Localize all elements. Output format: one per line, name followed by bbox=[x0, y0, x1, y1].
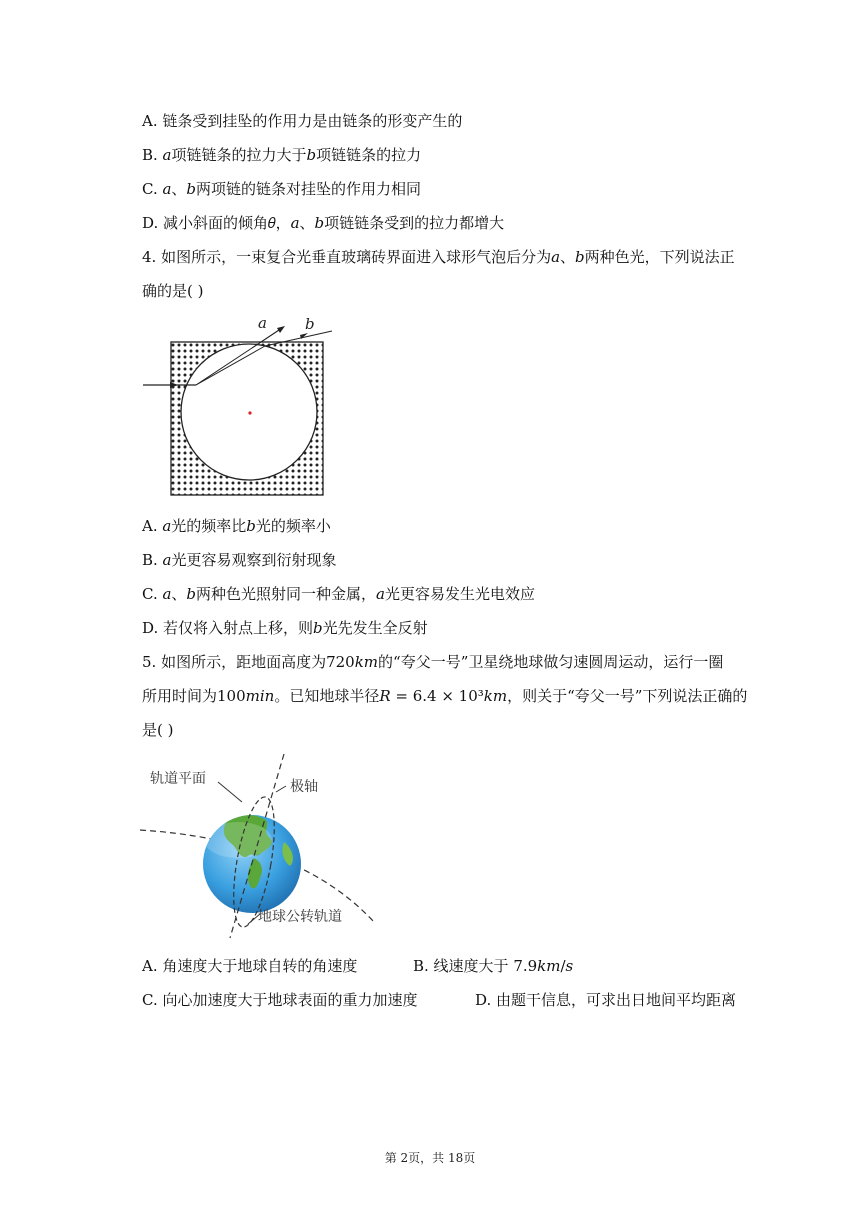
q4-stem-line1: 4. 如图所示，一束复合光垂直玻璃砖界面进入球形气泡后分为𝑎、𝑏两种色光，下列说法正 bbox=[142, 248, 735, 266]
label-polar-axis: 极轴 bbox=[290, 779, 318, 795]
ray-a-arrow bbox=[277, 326, 285, 333]
q3-option-d: D. 减小斜面的倾角𝜃，𝑎、𝑏项链链条受到的拉力都增大 bbox=[142, 214, 505, 232]
q4-figure bbox=[140, 312, 340, 502]
q4-option-d: D. 若仅将入射点上移，则𝑏光先发生全反射 bbox=[142, 619, 428, 637]
q4-stem-line2: 确的是( ) bbox=[142, 282, 204, 300]
earth-diagram bbox=[138, 752, 378, 942]
ray-b-arrow bbox=[300, 333, 308, 339]
q5-option-a: A. 角速度大于地球自转的角速度 bbox=[142, 957, 358, 975]
orbit-plane-leader bbox=[218, 782, 242, 802]
center-dot bbox=[248, 411, 251, 414]
q5-option-c: C. 向心加速度大于地球表面的重力加速度 bbox=[142, 991, 418, 1009]
page-footer: 第 2页，共 18页 bbox=[384, 1151, 476, 1165]
q4-option-c: C. 𝑎、𝑏两种色光照射同一种金属，𝑎光更容易发生光电效应 bbox=[142, 585, 535, 603]
q5-stem-line2: 所用时间为100𝑚𝑖𝑛。已知地球半径𝑅 = 6.4 × 10³𝑘𝑚，则关于“夸父一号”下列说法正确的 bbox=[142, 687, 748, 705]
q5-figure bbox=[138, 752, 378, 942]
q5-option-d: D. 由题干信息，可求出日地间平均距离 bbox=[475, 991, 737, 1009]
polar-axis-leader bbox=[276, 786, 286, 792]
q3-option-b: B. 𝑎项链链条的拉力大于𝑏项链链条的拉力 bbox=[142, 146, 422, 164]
q5-stem-line1: 5. 如图所示，距地面高度为720𝑘𝑚的“夸父一号”卫星绕地球做匀速圆周运动，运行一圈 bbox=[142, 653, 724, 671]
label-b: b bbox=[305, 315, 315, 333]
q3-option-a: A. 链条受到挂坠的作用力是由链条的形变产生的 bbox=[142, 112, 463, 130]
q4-option-a: A. 𝑎光的频率比𝑏光的频率小 bbox=[142, 517, 331, 535]
q4-option-b: B. 𝑎光更容易观察到衍射现象 bbox=[142, 551, 337, 569]
label-a: a bbox=[258, 314, 267, 332]
q5-option-b: B. 线速度大于 7.9𝑘𝑚/𝑠 bbox=[413, 957, 574, 975]
q5-stem-line3: 是( ) bbox=[142, 721, 174, 739]
label-orbit-plane: 轨道平面 bbox=[150, 771, 206, 787]
label-earth-orbit: 地球公转轨道 bbox=[258, 909, 342, 925]
q3-option-c: C. 𝑎、𝑏两项链的链条对挂坠的作用力相同 bbox=[142, 180, 422, 198]
bubble-diagram bbox=[140, 312, 340, 502]
